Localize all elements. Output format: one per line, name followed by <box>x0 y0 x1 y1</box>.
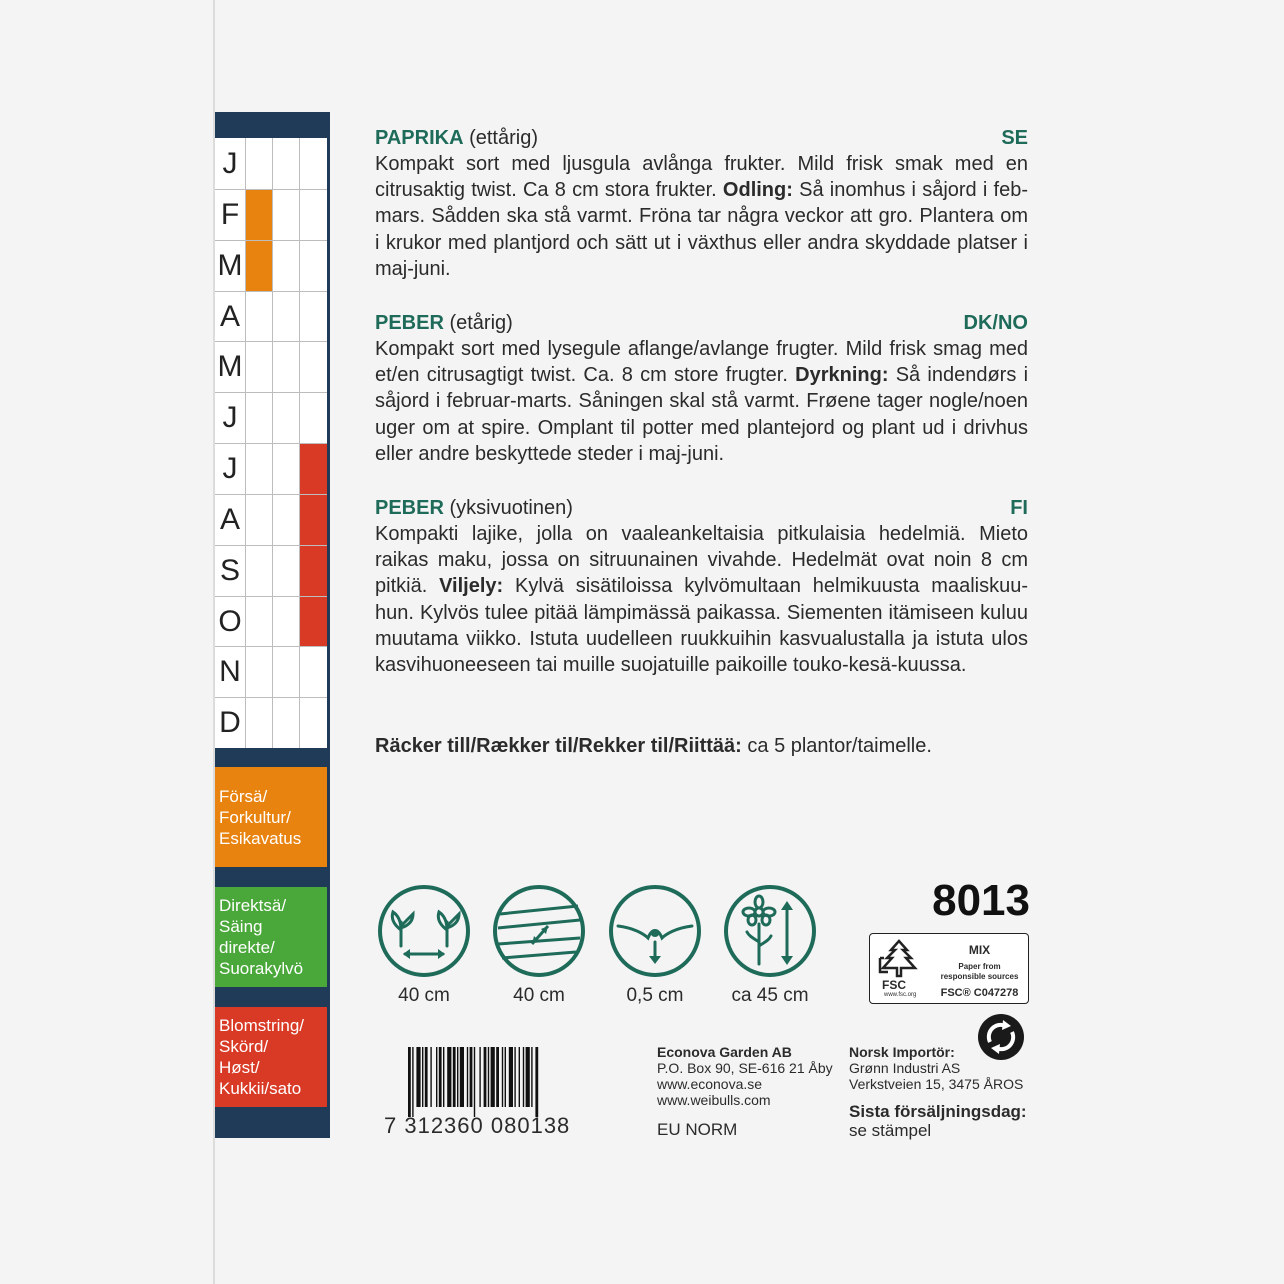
calendar-period-fill <box>300 596 327 648</box>
barcode <box>408 1047 620 1117</box>
barcode-bar <box>479 1047 480 1107</box>
body-text: Kompakt sort med ljusgula avlånga frukter. Mild frisk smak med en citrusaktig twist. Ca 8 cm stora frukter. <box>375 153 1028 202</box>
section-fi <box>375 495 1028 678</box>
barcode-bar <box>422 1047 423 1107</box>
importer-title: Norsk Importör: <box>849 1044 955 1060</box>
body-bold: Viljely: <box>439 575 504 598</box>
company-postal: P.O. Box 90, SE-616 21 Åby <box>657 1060 833 1076</box>
legend-direct-line: Säing <box>219 917 263 936</box>
barcode-bar <box>491 1047 495 1107</box>
product-subtitle: (ettårig) <box>469 127 538 149</box>
month-calendar <box>215 138 327 748</box>
section-heading <box>375 495 1028 521</box>
fsc-paper-line: responsible sources <box>940 972 1019 981</box>
body-text: Kompakti lajike, jolla on vaaleankeltaisia pitkulaisia hedelmiä. Mieto raikas maku, jossa on sitruunainen vivahde. Hedelmät ovat noin 8 cm pitkiä. <box>375 523 1028 598</box>
barcode-bar <box>425 1047 428 1107</box>
body-text: Kompakt sort med lysegule aflange/avlange frugter. Mild frisk smag med et/en citrusagtigt twist. Ca. 8 cm store frugter. <box>375 338 1028 387</box>
plant-spacing-icon <box>377 884 471 978</box>
calendar-month-label: J <box>222 401 238 435</box>
calendar-month-label: A <box>219 299 240 333</box>
section-se <box>375 125 1028 282</box>
barcode-bar <box>519 1047 520 1107</box>
barcode-bar <box>505 1047 506 1107</box>
barcode-bar <box>514 1047 515 1107</box>
plant-height-icon <box>723 884 817 978</box>
body-bold: Odling: <box>722 179 793 202</box>
legend-direct-sowing <box>215 887 327 987</box>
plant-height-label: ca 45 cm <box>731 985 809 1006</box>
importer-address <box>849 1044 1023 1092</box>
calendar-month-label: D <box>219 706 241 740</box>
company-website: www.weibulls.com <box>657 1092 771 1108</box>
row-spacing-label: 40 cm <box>513 985 565 1006</box>
barcode-bar <box>416 1047 420 1107</box>
barcode-bar <box>523 1047 524 1107</box>
calendar-period-fill <box>246 240 273 292</box>
barcode-bar <box>474 1047 475 1117</box>
yield-line <box>375 733 932 759</box>
calendar-month-label: M <box>217 248 243 282</box>
section-body <box>375 336 1028 467</box>
barcode-digits: 7 312360 080138 <box>384 1113 571 1138</box>
yield-value: ca 5 plantor/taimelle. <box>741 735 932 757</box>
barcode-bar <box>509 1047 513 1107</box>
company-address <box>657 1044 833 1108</box>
calendar-month-label: A <box>219 502 240 536</box>
calendar-period-fill <box>300 443 327 495</box>
yield-label: Räcker till/Rækker til/Rekker til/Riittää: <box>375 735 742 757</box>
last-sale-date <box>849 1102 1027 1140</box>
fsc-label <box>869 933 1029 1004</box>
legend-direct-line: Direktsä/ <box>219 896 287 915</box>
fsc-tree-icon <box>874 938 924 978</box>
calendar-month-label: O <box>218 604 242 638</box>
barcode-bar <box>443 1047 444 1107</box>
barcode-bar <box>488 1047 489 1107</box>
product-name: PEBER <box>375 497 444 519</box>
fsc-paper-line: Paper from <box>958 962 1001 971</box>
fsc-logo-text: FSC <box>882 978 906 992</box>
barcode-bar <box>436 1047 437 1107</box>
section-heading <box>375 125 1028 151</box>
calendar-month-label: J <box>222 452 238 485</box>
company-website: www.econova.se <box>657 1076 763 1092</box>
legend-harvest-line: Blomstring/ <box>219 1016 305 1035</box>
sowing-depth-label: 0,5 cm <box>626 985 684 1006</box>
fsc-url: www.fsc.org <box>884 992 917 998</box>
calendar-period-fill <box>300 494 327 546</box>
importer-street: Verkstveien 15, 3475 ÅROS <box>849 1076 1024 1092</box>
legend-harvest-line: Høst/ <box>219 1058 260 1077</box>
sowing-depth-icon <box>608 884 702 978</box>
fsc-paper <box>932 962 1027 982</box>
barcode-bar <box>453 1047 456 1107</box>
barcode-bar <box>460 1047 464 1107</box>
barcode-bar <box>526 1047 530 1107</box>
barcode-bar <box>531 1047 532 1107</box>
row-spacing-icon <box>492 884 586 978</box>
barcode-bar <box>412 1047 413 1117</box>
eu-norm: EU NORM <box>657 1120 738 1139</box>
body-text: Kylvä sisätiloissa kylvömultaan helmikuusta maaliskuu-hun. Kylvös tulee pitää lämpimässä paikassa. Siementen itämiseen kuluu muutama viikko. Istuta uudelleen ruukkuihin kasvualustalla ja istuta ulos kasvihuoneeseen tai muille suojatuille paikoille touko-kesä-kuussa. <box>375 575 1028 677</box>
calendar-month-label: J <box>222 147 238 180</box>
calendar-month-label: M <box>217 350 243 384</box>
country-code: DK/NO <box>963 312 1028 334</box>
calendar-period-fill <box>246 189 273 241</box>
calendar-month-label: N <box>219 655 241 689</box>
fsc-mix: MIX <box>968 943 991 957</box>
legend-harvest-line: Kukkii/sato <box>219 1079 302 1098</box>
legend-flowering-harvest <box>215 1007 327 1107</box>
legend-direct-line: direkte/ <box>219 938 275 957</box>
body-text: Så indendørs i såjord i februar-marts. Såningen skal stå varmt. Frøene tager nogle/noen uger om at spire. Omplant til potter med plantejord og plant ud i drivhus eller andre beskyttede steder i maj-juni. <box>375 364 1029 465</box>
country-code: FI <box>1010 497 1028 519</box>
section-heading <box>375 310 1028 336</box>
legend-direct-line: Suorakylvö <box>219 959 304 978</box>
product-code: 8013 <box>932 876 1030 925</box>
legend-indoor-sowing <box>215 767 327 867</box>
barcode-bar <box>457 1047 458 1107</box>
barcode-bar <box>430 1047 431 1107</box>
legend-indoor-line: Forkultur/ <box>219 808 291 827</box>
fsc-certificate: FSC® C047278 <box>940 987 1019 999</box>
last-sale-value: se stämpel <box>849 1121 932 1140</box>
barcode-bar <box>408 1047 411 1117</box>
body-bold: Dyrkning: <box>795 364 889 387</box>
body-text: Så inomhus i såjord i feb-mars. Sådden ska stå varmt. Fröna tar några veckor att gro. Plantera om i krukor med plantjord och sätt ut i växthus eller andra skyddade platser i maj-juni. <box>375 179 1028 280</box>
barcode-bar <box>496 1047 499 1107</box>
company-name: Econova Garden AB <box>657 1044 792 1060</box>
product-subtitle: (etårig) <box>449 312 513 334</box>
product-name: PEBER <box>375 312 444 334</box>
last-sale-title: Sista försäljningsdag: <box>849 1102 1027 1121</box>
barcode-bar <box>447 1047 451 1107</box>
section-body <box>375 151 1028 282</box>
barcode-bar <box>502 1047 503 1107</box>
product-subtitle: (yksivuotinen) <box>449 497 573 519</box>
barcode-bar <box>467 1047 468 1107</box>
section-dk-no <box>375 310 1028 467</box>
calendar-month-label: S <box>219 553 240 587</box>
barcode-bar <box>439 1047 442 1107</box>
legend-harvest-line: Skörd/ <box>219 1037 269 1056</box>
country-code: SE <box>1001 127 1028 149</box>
product-name: PAPRIKA <box>375 127 464 149</box>
barcode-bar <box>470 1047 473 1107</box>
barcode-bar <box>484 1047 487 1107</box>
calendar-month-label: F <box>220 197 240 231</box>
importer-name: Grønn Industri AS <box>849 1060 961 1076</box>
calendar-period-fill <box>300 545 327 597</box>
barcode-bar <box>535 1047 538 1117</box>
section-body <box>375 521 1028 678</box>
legend-indoor-line: Esikavatus <box>219 829 302 848</box>
legend-indoor-line: Försä/ <box>219 787 268 806</box>
plant-spacing-label: 40 cm <box>398 985 450 1006</box>
